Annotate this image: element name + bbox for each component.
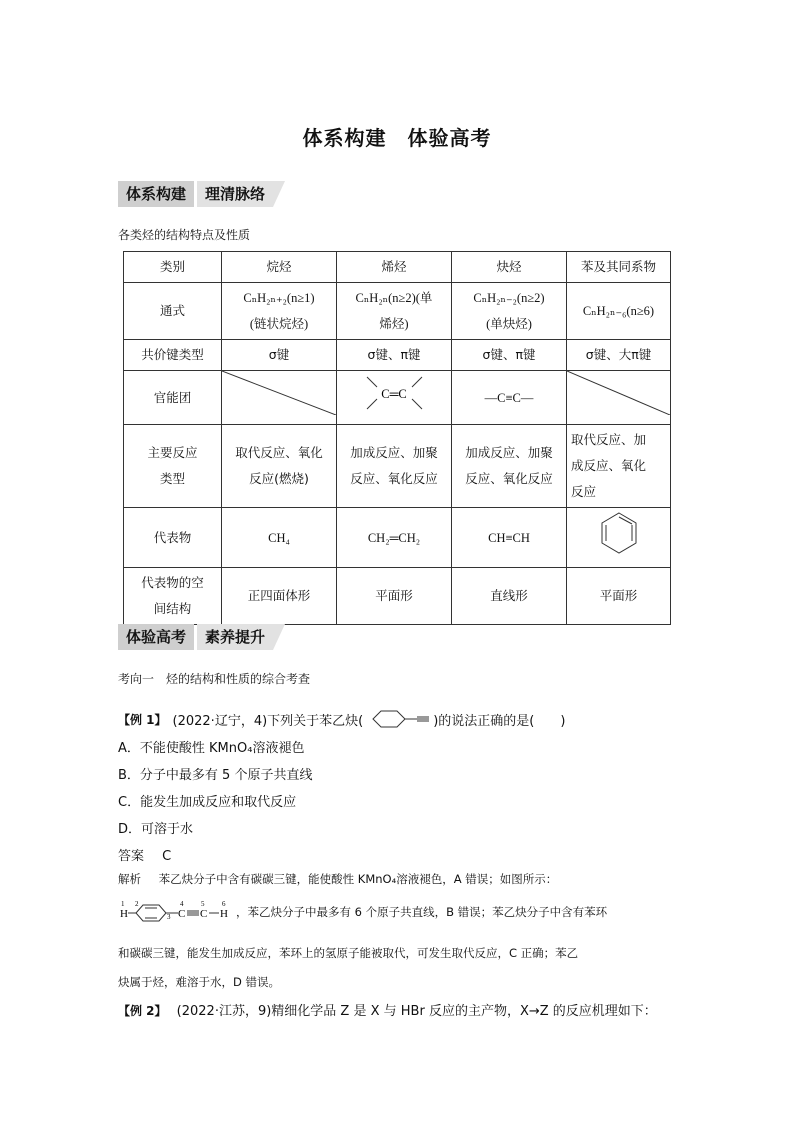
row-label	[124, 568, 222, 625]
section-tail-decoration	[273, 181, 285, 207]
reaction-cell	[337, 425, 452, 508]
row-label: 通式	[124, 283, 222, 340]
example-suffix: )的说法正确的是( )	[433, 713, 566, 729]
atom-label: H	[220, 908, 228, 920]
example-label: 【例 2】	[118, 1004, 167, 1018]
example2-question	[118, 1000, 657, 1019]
row-label: 代表物	[124, 508, 222, 568]
bond-cell: σ键、π键	[337, 340, 452, 371]
atom-number: 3	[167, 913, 171, 921]
formula-benzene: CₙH₂ₙ₋₆(n≥6)	[567, 283, 671, 340]
phenylacetylene-structure-icon	[363, 706, 433, 732]
answer-line	[118, 845, 171, 864]
page-title: 体系构建 体验高考	[302, 126, 492, 150]
cell-line: 反应、氧化反应	[465, 471, 553, 486]
cell-line: 取代反应、氧化	[235, 445, 323, 460]
header-cell: 烷烃	[222, 252, 337, 283]
atom-number: 1	[121, 900, 125, 908]
alkyne-group-cell: —C≡C—	[452, 371, 567, 425]
numbered-phenylacetylene-icon	[118, 898, 236, 926]
space-cell: 平面形	[567, 568, 671, 625]
cell-line: 代表物的空	[141, 575, 204, 590]
formula-alkane	[222, 283, 337, 340]
table-row-reaction	[124, 425, 671, 508]
analysis-line-2	[118, 898, 678, 926]
row-label: 共价键类型	[124, 340, 222, 371]
hydrocarbon-table	[123, 251, 671, 625]
rep-cell: CH₂═CH₂	[337, 508, 452, 568]
option-b: B．分子中最多有 5 个原子共直线	[118, 768, 313, 783]
table-row-representative	[124, 508, 671, 568]
row-label: 官能团	[124, 371, 222, 425]
header-cell: 炔烃	[452, 252, 567, 283]
section-title-a: 体系构建	[118, 181, 194, 207]
section-title-a: 体验高考	[118, 624, 194, 650]
cell-line: CₙH₂ₙ₋₂(n≥2)	[473, 291, 545, 305]
table-row-bond	[124, 340, 671, 371]
example-label: 【例 1】	[118, 712, 167, 727]
section-title-b: 素养提升	[197, 624, 273, 650]
empty-slash-cell	[222, 371, 337, 425]
rep-cell: CH≡CH	[452, 508, 567, 568]
cell-line: 主要反应	[147, 445, 198, 460]
example-text: (2022·江苏，9)精细化学品 Z 是 X 与 HBr 反应的主产物，X→Z 的反应机理如下：	[176, 1004, 657, 1019]
header-cell: 苯及其同系物	[567, 252, 671, 283]
cell-line: (单炔烃)	[486, 317, 532, 331]
cell-line: 成反应、氧化	[571, 458, 647, 473]
benzene-structure-cell	[567, 508, 671, 568]
cell-line: 加成反应、加聚	[465, 445, 553, 460]
table-header-row	[124, 252, 671, 283]
benzene-ring-icon	[599, 510, 639, 556]
cell-line: 取代反应、加	[571, 432, 647, 447]
header-cell: 类别	[124, 252, 222, 283]
exam-direction: 考向一 烃的结构和性质的综合考查	[118, 672, 311, 686]
table-row-functional-group	[124, 371, 671, 425]
space-cell: 正四面体形	[222, 568, 337, 625]
analysis-line-4: 炔属于烃，难溶于水，D 错误。	[118, 975, 281, 989]
section-header-exam	[118, 624, 285, 650]
atom-number: 6	[222, 900, 226, 908]
cell-line: 类型	[159, 471, 185, 486]
option-d: D．可溶于水	[118, 822, 194, 837]
bond-cell: σ键、π键	[452, 340, 567, 371]
cell-line: CₙH₂ₙ(n≥2)(单	[355, 291, 433, 305]
diagonal-line	[222, 371, 336, 415]
table-caption: 各类烃的结构特点及性质	[118, 228, 251, 242]
example-source: (2022·辽宁，4)下列关于苯乙炔(	[172, 713, 364, 729]
atom-label: H	[120, 908, 128, 920]
cell-line: 烯烃)	[379, 317, 409, 331]
bond-cell: σ键	[222, 340, 337, 371]
diagonal-line	[567, 371, 670, 415]
reaction-cell	[222, 425, 337, 508]
atom-number: 4	[180, 900, 184, 908]
cell-line: 间结构	[153, 601, 192, 616]
row-label	[124, 425, 222, 508]
atom-number: 5	[201, 900, 205, 908]
alkene-group-text: C═C	[381, 387, 407, 401]
alkene-group-cell	[337, 371, 452, 425]
analysis-text: 苯乙炔分子中含有碳碳三键，能使酸性 KMnO₄溶液褪色，A 错误；如图所示：	[158, 872, 558, 886]
alkene-bond-lines	[337, 371, 452, 415]
section-tail-decoration	[273, 624, 285, 650]
example1-question	[118, 706, 565, 732]
analysis-label: 解析	[118, 872, 141, 886]
cell-line: 加成反应、加聚	[350, 445, 438, 460]
cell-line: (链状烷烃)	[249, 317, 309, 331]
rep-cell: CH₄	[222, 508, 337, 568]
empty-slash-cell	[567, 371, 671, 425]
section-title-b: 理清脉络	[197, 181, 273, 207]
section-header-system	[118, 181, 285, 207]
atom-label: C	[178, 908, 186, 920]
header-cell: 烯烃	[337, 252, 452, 283]
space-cell: 直线形	[452, 568, 567, 625]
analysis-line-3: 和碳碳三键，能发生加成反应，苯环上的氢原子能被取代，可发生取代反应，C 正确；苯乙	[118, 946, 579, 960]
bond-cell: σ键、大π键	[567, 340, 671, 371]
space-cell: 平面形	[337, 568, 452, 625]
answer-value: C	[162, 849, 172, 864]
formula-alkene	[337, 283, 452, 340]
analysis-text: ，苯乙炔分子中最多有 6 个原子共直线，B 错误；苯乙炔分子中含有苯环	[236, 905, 608, 919]
cell-line: 反应、氧化反应	[350, 471, 438, 486]
option-c: C．能发生加成反应和取代反应	[118, 795, 297, 810]
analysis-line-1	[118, 866, 678, 892]
cell-line: CₙH₂ₙ₊₂(n≥1)	[243, 291, 315, 305]
cell-line: 反应	[571, 484, 597, 499]
answer-label: 答案	[118, 849, 145, 864]
atom-number: 2	[135, 900, 139, 908]
reaction-cell	[452, 425, 567, 508]
option-a: A．不能使酸性 KMnO₄溶液褪色	[118, 741, 305, 756]
table-row-formula	[124, 283, 671, 340]
cell-line: 反应(燃烧)	[249, 471, 309, 486]
atom-label: C	[200, 908, 208, 920]
table-row-space	[124, 568, 671, 625]
reaction-cell	[567, 425, 671, 508]
formula-alkyne	[452, 283, 567, 340]
